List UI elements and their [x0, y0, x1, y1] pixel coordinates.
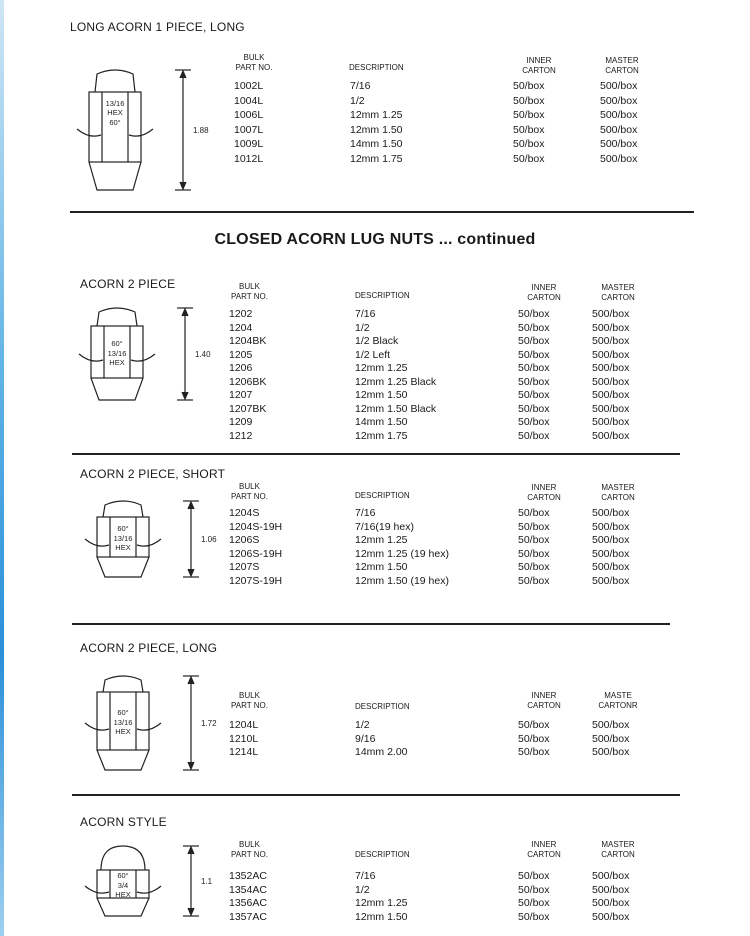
lug-nut-drawing: [77, 70, 191, 190]
inner-carton-header: INNER CARTON: [527, 691, 561, 710]
description-cell: 1/2: [355, 883, 370, 896]
description-header: DESCRIPTION: [349, 63, 404, 72]
master-carton-cell: 500/box: [592, 348, 630, 361]
master-carton-cell: 500/box: [592, 574, 630, 587]
hex-size-label: 13/16: [113, 534, 133, 543]
part-number-cell: 1207: [229, 389, 253, 401]
master-carton-cell: 500/box: [600, 94, 638, 107]
inner-carton-cell: 50/box: [518, 348, 550, 361]
description-header: DESCRIPTION: [355, 491, 410, 500]
inner-carton-cell: 50/box: [513, 138, 545, 151]
master-carton-cell: 500/box: [592, 520, 630, 533]
master-carton-header: MASTER CARTON: [601, 840, 635, 859]
part-number-cell: 1002L: [234, 80, 264, 92]
section-divider: [72, 623, 670, 625]
part-number-cell: 1206BK: [229, 375, 267, 388]
master-carton-cell: 500/box: [592, 362, 630, 374]
master-carton-cell: 500/box: [592, 719, 630, 731]
part-number-cell: 1210L: [229, 732, 259, 745]
description-cell: 12mm 1.25 (19 hex): [355, 547, 449, 560]
inner-carton-cell: 50/box: [518, 910, 550, 923]
nut-diagram: [72, 300, 211, 424]
description-cell: 7/16(19 hex): [355, 520, 414, 533]
part-number-cell: 1207S-19H: [229, 574, 283, 587]
master-carton-cell: 500/box: [592, 321, 630, 334]
inner-carton-cell: 50/box: [518, 429, 550, 442]
part-number-cell: 1357AC: [229, 910, 267, 923]
hex-word-label: HEX: [115, 727, 131, 736]
part-number-cell: 1004L: [234, 94, 264, 107]
hex-size-label: 13/16: [107, 349, 127, 358]
angle-label: 60°: [117, 871, 129, 880]
master-carton-header: MASTER CARTON: [601, 483, 635, 502]
section-title: LONG ACORN 1 PIECE, LONG: [70, 20, 245, 34]
description-cell: 1/2 Black: [355, 335, 399, 347]
master-carton-header: MASTER CARTON: [601, 283, 635, 302]
description-cell: 12mm 1.75: [355, 429, 408, 442]
part-number-cell: 1206S-19H: [229, 547, 283, 560]
part-number-header: BULK PART NO.: [235, 53, 273, 72]
inner-carton-cell: 50/box: [518, 520, 550, 533]
part-number-cell: 1354AC: [229, 883, 267, 896]
part-number-cell: 1206: [229, 362, 253, 374]
master-carton-cell: 500/box: [592, 534, 630, 546]
part-number-cell: 1204S-19H: [229, 520, 283, 533]
description-cell: 12mm 1.50 Black: [355, 402, 437, 415]
part-number-cell: 1006L: [234, 109, 264, 122]
part-number-cell: 1207BK: [229, 402, 267, 415]
description-cell: 12mm 1.25: [355, 362, 408, 374]
master-carton-cell: 500/box: [600, 109, 638, 122]
master-carton-cell: 500/box: [592, 547, 630, 560]
part-number-header: BULK PART NO.: [231, 282, 268, 301]
master-carton-cell: 500/box: [592, 402, 630, 415]
master-carton-cell: 500/box: [592, 308, 630, 320]
part-number-cell: 1356AC: [229, 897, 267, 909]
inner-carton-cell: 50/box: [518, 897, 550, 909]
description-cell: 12mm 1.25: [355, 534, 408, 546]
inner-carton-cell: 50/box: [518, 416, 550, 428]
inner-carton-cell: 50/box: [518, 402, 550, 415]
lug-nut-drawing: [79, 308, 193, 400]
hex-size-label: 3/4: [117, 881, 129, 890]
inner-carton-cell: 50/box: [513, 123, 545, 136]
section-title: ACORN 2 PIECE: [80, 277, 176, 291]
part-number-cell: 1206S: [229, 534, 260, 546]
inner-carton-cell: 50/box: [518, 883, 550, 896]
description-header: DESCRIPTION: [355, 291, 410, 300]
description-cell: 12mm 1.25: [350, 109, 403, 122]
inner-carton-cell: 50/box: [518, 732, 550, 745]
nut-diagram: [78, 495, 217, 594]
master-carton-cell: 500/box: [592, 746, 630, 758]
hex-size-label: 13/16: [113, 718, 133, 727]
section-divider: [70, 211, 694, 213]
angle-label: 60°: [117, 524, 129, 533]
description-cell: 12mm 1.50: [355, 910, 408, 923]
description-cell: 12mm 1.25: [355, 897, 408, 909]
description-cell: 9/16: [355, 732, 376, 745]
part-number-cell: 1012L: [234, 153, 264, 165]
table-row: [0, 430, 750, 443]
part-number-cell: 1352AC: [229, 870, 267, 882]
inner-carton-header: INNER CARTON: [522, 56, 556, 75]
master-carton-cell: 500/box: [592, 375, 630, 388]
master-carton-cell: 500/box: [592, 507, 630, 519]
inner-carton-cell: 50/box: [518, 561, 550, 573]
part-number-cell: 1207S: [229, 561, 260, 573]
description-cell: 12mm 1.75: [350, 153, 403, 165]
height-dimension-label: 1.40: [195, 350, 211, 359]
description-cell: 14mm 2.00: [355, 746, 408, 758]
height-dimension-label: 1.1: [201, 877, 213, 886]
master-carton-cell: 500/box: [592, 870, 630, 882]
nut-diagram: [70, 62, 209, 201]
description-cell: 7/16: [355, 308, 376, 320]
description-cell: 7/16: [355, 507, 376, 519]
inner-carton-header: INNER CARTON: [527, 283, 561, 302]
part-number-cell: 1202: [229, 308, 253, 320]
hex-word-label: HEX: [109, 358, 125, 367]
description-cell: 14mm 1.50: [355, 416, 408, 428]
master-carton-cell: 500/box: [592, 335, 630, 347]
description-cell: 12mm 1.50: [350, 123, 403, 136]
hex-word-label: HEX: [107, 108, 123, 117]
inner-carton-cell: 50/box: [518, 321, 550, 334]
description-header: DESCRIPTION: [355, 850, 410, 859]
height-dimension-label: 1.72: [201, 719, 217, 728]
part-number-header: BULK PART NO.: [231, 482, 268, 501]
description-cell: 7/16: [350, 80, 371, 92]
master-carton-cell: 500/box: [600, 123, 638, 136]
master-carton-header: MASTER CARTON: [605, 56, 639, 75]
master-carton-cell: 500/box: [592, 732, 630, 745]
hex-word-label: HEX: [115, 890, 131, 899]
hex-word-label: HEX: [115, 543, 131, 552]
section-title: ACORN STYLE: [80, 815, 167, 829]
inner-carton-cell: 50/box: [518, 746, 550, 758]
description-cell: 1/2: [355, 321, 370, 334]
inner-carton-cell: 50/box: [513, 153, 545, 165]
part-number-header: BULK PART NO.: [231, 840, 268, 859]
master-carton-cell: 500/box: [592, 897, 630, 909]
master-carton-cell: 500/box: [592, 429, 630, 442]
description-cell: 14mm 1.50: [350, 138, 403, 151]
master-carton-cell: 500/box: [592, 883, 630, 896]
hex-size-label: 13/16: [105, 99, 125, 108]
inner-carton-cell: 50/box: [513, 80, 545, 92]
angle-label: 60°: [111, 339, 123, 348]
angle-label: 60°: [109, 118, 121, 127]
height-dimension-label: 1.88: [193, 126, 209, 135]
description-header: DESCRIPTION: [355, 702, 410, 711]
part-number-cell: 1205: [229, 348, 253, 361]
inner-carton-cell: 50/box: [518, 534, 550, 546]
section-divider: [72, 794, 680, 796]
inner-carton-cell: 50/box: [518, 362, 550, 374]
description-cell: 12mm 1.50: [355, 389, 408, 401]
description-cell: 1/2: [350, 94, 365, 107]
part-number-cell: 1204S: [229, 507, 260, 519]
master-carton-cell: 500/box: [600, 80, 638, 92]
master-carton-cell: 500/box: [592, 910, 630, 923]
part-number-cell: 1007L: [234, 123, 264, 136]
inner-carton-cell: 50/box: [518, 870, 550, 882]
master-carton-cell: 500/box: [592, 416, 630, 428]
master-carton-cell: 500/box: [592, 561, 630, 573]
inner-carton-cell: 50/box: [518, 719, 550, 731]
inner-carton-cell: 50/box: [518, 375, 550, 388]
master-carton-cell: 500/box: [600, 153, 638, 165]
master-carton-cell: 500/box: [600, 138, 638, 151]
description-cell: 12mm 1.50 (19 hex): [355, 574, 449, 587]
part-number-cell: 1214L: [229, 746, 259, 758]
inner-carton-cell: 50/box: [513, 109, 545, 122]
part-number-header: BULK PART NO.: [231, 691, 268, 710]
inner-carton-cell: 50/box: [518, 308, 550, 320]
description-cell: 1/2: [355, 719, 370, 731]
inner-carton-cell: 50/box: [518, 507, 550, 519]
nut-diagram: [78, 840, 213, 929]
inner-carton-header: INNER CARTON: [527, 840, 561, 859]
description-cell: 12mm 1.25 Black: [355, 375, 437, 388]
inner-carton-cell: 50/box: [518, 389, 550, 401]
part-number-cell: 1009L: [234, 138, 264, 151]
part-number-cell: 1204: [229, 321, 253, 334]
inner-carton-cell: 50/box: [518, 335, 550, 347]
part-number-cell: 1209: [229, 416, 253, 428]
page-title: CLOSED ACORN LUG NUTS ... continued: [214, 231, 536, 248]
description-cell: 7/16: [355, 870, 376, 882]
section-title: ACORN 2 PIECE, SHORT: [80, 467, 226, 481]
section-divider: [72, 453, 680, 455]
lug-nut-drawing: [85, 676, 199, 770]
description-cell: 12mm 1.50: [355, 561, 408, 573]
nut-diagram: [78, 668, 217, 782]
angle-label: 60°: [117, 708, 129, 717]
inner-carton-cell: 50/box: [513, 94, 545, 107]
part-number-cell: 1204BK: [229, 335, 267, 347]
master-carton-cell: 500/box: [592, 389, 630, 401]
description-cell: 1/2 Left: [355, 348, 391, 361]
master-carton-header: MASTE CARTONR: [598, 691, 638, 710]
section-title: ACORN 2 PIECE, LONG: [80, 641, 218, 655]
height-dimension-label: 1.06: [201, 535, 217, 544]
lug-nut-drawing: [85, 846, 199, 916]
inner-carton-cell: 50/box: [518, 574, 550, 587]
lug-nut-drawing: [85, 501, 199, 577]
inner-carton-cell: 50/box: [518, 547, 550, 560]
inner-carton-header: INNER CARTON: [527, 483, 561, 502]
part-number-cell: 1212: [229, 429, 253, 442]
part-number-cell: 1204L: [229, 719, 259, 731]
